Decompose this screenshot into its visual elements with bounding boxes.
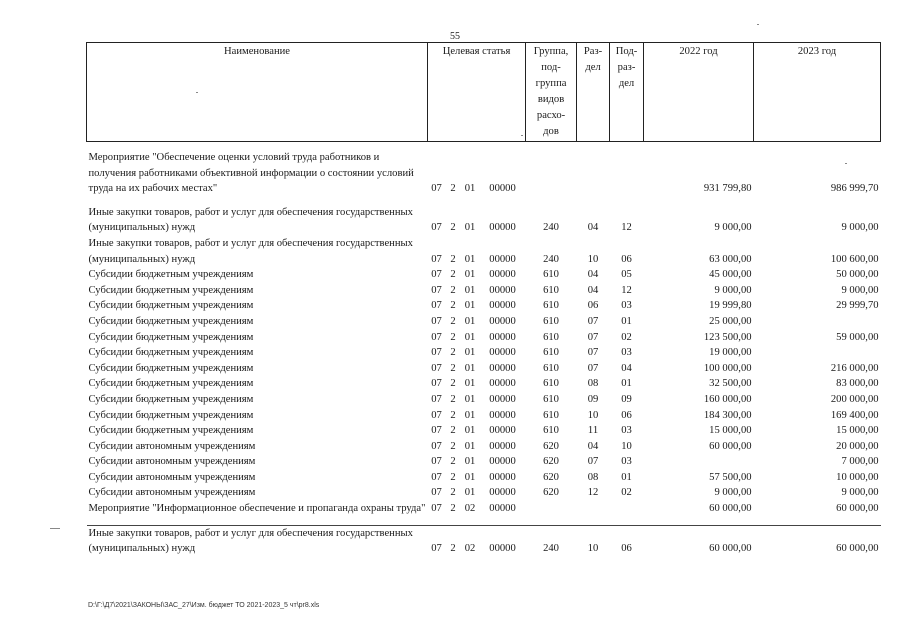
target-code-subprogram: 2 — [450, 331, 456, 343]
amount-2022: 123 500,00 — [703, 331, 752, 343]
spacer-cell — [754, 197, 881, 205]
target-code-event: 01 — [464, 183, 476, 195]
row-name: Субсидии бюджетным учреждениям — [88, 409, 254, 421]
target-code-program: 07 — [431, 393, 442, 405]
amount-2023: 83 000,00 — [836, 378, 879, 390]
amount-2022: 57 500,00 — [709, 471, 752, 483]
spacer-cell — [610, 142, 644, 151]
spacer-cell — [754, 517, 881, 526]
table-row — [87, 314, 881, 330]
amount-2023: 15 000,00 — [836, 425, 879, 437]
scan-speck — [757, 24, 759, 25]
header-group-line: Группа, — [533, 46, 569, 57]
target-code-program: 07 — [431, 315, 442, 327]
spacer-cell — [644, 517, 754, 526]
amount-2022: 184 300,00 — [703, 409, 752, 421]
row-name: Субсидии бюджетным учреждениям — [88, 331, 254, 343]
section-code — [577, 150, 610, 197]
row-name: Субсидии автономным учреждениям — [88, 456, 256, 468]
row-spacer — [87, 197, 881, 205]
amount-2022: 32 500,00 — [709, 378, 752, 390]
target-code-subprogram: 2 — [450, 347, 456, 359]
target-code-event: 01 — [464, 487, 476, 499]
subsection-code: 10 — [621, 440, 632, 452]
table-row — [87, 361, 881, 377]
section-code: 06 — [587, 300, 599, 312]
target-code-event: 01 — [464, 253, 476, 265]
header-target: Целевая статья — [428, 43, 526, 142]
target-code-event: 01 — [464, 440, 476, 452]
subsection-code: 06 — [621, 409, 632, 421]
table-row — [87, 267, 881, 283]
row-name: Мероприятие "Обеспечение оценки условий труда работников и получения работниками объективной информации о состоянии условий труда на их рабочих местах" — [88, 152, 414, 195]
subsection-code: 03 — [621, 456, 632, 468]
target-code-subprogram: 2 — [450, 269, 456, 281]
target-code-event: 01 — [464, 315, 476, 327]
expense-group: 610 — [543, 378, 559, 390]
target-code-event: 02 — [464, 503, 476, 515]
section-code: 12 — [587, 487, 599, 499]
target-code-program: 07 — [431, 378, 442, 390]
row-name: Субсидии бюджетным учреждениям — [88, 378, 254, 390]
header-subsection-line: дел — [618, 78, 635, 89]
header-section-line: Раз- — [583, 46, 603, 57]
target-code-direction: 00000 — [489, 487, 516, 499]
spacer-cell — [610, 517, 644, 526]
target-code-event: 01 — [464, 425, 476, 437]
spacer-cell — [87, 142, 428, 151]
target-code-subprogram: 2 — [450, 284, 456, 296]
spacer-cell — [446, 142, 461, 151]
amount-2022: 60 000,00 — [709, 543, 752, 555]
amount-2022: 19 000,00 — [709, 347, 752, 359]
table-row — [87, 439, 881, 455]
subsection-code: 01 — [621, 315, 632, 327]
expense-group: 620 — [543, 440, 559, 452]
target-code-subprogram: 2 — [450, 487, 456, 499]
target-code-event: 02 — [464, 543, 476, 555]
spacer-cell — [87, 517, 428, 526]
amount-2023 — [754, 314, 881, 330]
target-code-direction: 00000 — [489, 378, 516, 390]
target-code-direction: 00000 — [489, 409, 516, 421]
spacer-cell — [446, 517, 461, 526]
target-code-event: 01 — [464, 347, 476, 359]
target-code-subprogram: 2 — [450, 222, 456, 234]
section-code: 07 — [587, 362, 599, 374]
amount-2023 — [754, 345, 881, 361]
spacer-cell — [428, 142, 446, 151]
target-code-program: 07 — [431, 222, 442, 234]
row-spacer — [87, 142, 881, 151]
expense-group: 620 — [543, 487, 559, 499]
section-code: 10 — [587, 253, 599, 265]
spacer-cell — [577, 142, 610, 151]
target-code-program: 07 — [431, 440, 442, 452]
target-code-direction: 00000 — [489, 300, 516, 312]
expense-group: 610 — [543, 409, 559, 421]
target-code-program: 07 — [431, 269, 442, 281]
spacer-cell — [446, 197, 461, 205]
table-row — [87, 205, 881, 236]
expense-group: 610 — [543, 347, 559, 359]
target-code-event: 01 — [464, 471, 476, 483]
target-code-event: 01 — [464, 300, 476, 312]
expense-group: 610 — [543, 315, 559, 327]
row-spacer — [87, 517, 881, 526]
header-subsection-line: Под- — [615, 46, 638, 57]
amount-2023: 50 000,00 — [836, 269, 879, 281]
section-code: 10 — [587, 409, 599, 421]
target-code-program: 07 — [431, 300, 442, 312]
header-year-2023: 2023 год — [754, 43, 881, 142]
target-code-subprogram: 2 — [450, 471, 456, 483]
target-code-subprogram: 2 — [450, 378, 456, 390]
table-row — [87, 454, 881, 470]
amount-2022: 931 799,80 — [703, 183, 752, 195]
target-code-subprogram: 2 — [450, 409, 456, 421]
amount-2023: 59 000,00 — [836, 331, 879, 343]
table-body — [87, 142, 881, 557]
target-code-subprogram: 2 — [450, 456, 456, 468]
amount-2023: 169 400,00 — [830, 409, 879, 421]
table-row — [87, 470, 881, 486]
spacer-cell — [526, 197, 577, 205]
scan-speck — [845, 163, 847, 164]
subsection-code: 01 — [621, 378, 632, 390]
scan-speck — [521, 135, 523, 136]
row-name: Субсидии бюджетным учреждениям — [88, 362, 254, 374]
target-code-program: 07 — [431, 543, 442, 555]
section-code: 04 — [587, 222, 599, 234]
spacer-cell — [461, 517, 480, 526]
target-code-subprogram: 2 — [450, 543, 456, 555]
amount-2023: 20 000,00 — [836, 440, 879, 452]
subsection-code — [610, 501, 644, 517]
file-path-footer: D:\Г:\Д7\2021\ЗАКОНЫ\ЗАС_27\Изм. бюджет ТО 2021-2023_5 чт\pr8.xls — [88, 602, 320, 609]
target-code-subprogram: 2 — [450, 362, 456, 374]
section-code: 04 — [587, 440, 599, 452]
subsection-code: 12 — [621, 222, 632, 234]
header-group-line: группа — [535, 78, 567, 89]
amount-2023: 7 000,00 — [841, 456, 879, 468]
target-code-direction: 00000 — [489, 543, 516, 555]
subsection-code: 03 — [621, 425, 632, 437]
section-code: 08 — [587, 471, 599, 483]
expense-group: 240 — [543, 253, 559, 265]
table-header — [87, 43, 881, 142]
target-code-subprogram: 2 — [450, 425, 456, 437]
expense-group: 240 — [543, 543, 559, 555]
table-row — [87, 236, 881, 267]
amount-2023: 29 999,70 — [836, 300, 879, 312]
target-code-direction: 00000 — [489, 183, 516, 195]
amount-2022: 9 000,00 — [714, 284, 752, 296]
amount-2022: 25 000,00 — [709, 315, 752, 327]
amount-2022: 60 000,00 — [709, 503, 752, 515]
table-row — [87, 501, 881, 517]
table-row — [87, 408, 881, 424]
budget-table — [86, 42, 881, 557]
target-code-direction: 00000 — [489, 315, 516, 327]
target-code-direction: 00000 — [489, 347, 516, 359]
target-code-direction: 00000 — [489, 393, 516, 405]
target-code-event: 01 — [464, 331, 476, 343]
section-code: 10 — [587, 543, 599, 555]
subsection-code: 03 — [621, 347, 632, 359]
table-row — [87, 392, 881, 408]
target-code-direction: 00000 — [489, 503, 516, 515]
spacer-cell — [428, 517, 446, 526]
amount-2022: 9 000,00 — [714, 487, 752, 499]
target-code-program: 07 — [431, 253, 442, 265]
target-code-program: 07 — [431, 471, 442, 483]
amount-2023: 60 000,00 — [836, 503, 879, 515]
expense-group: 620 — [543, 456, 559, 468]
target-code-event: 01 — [464, 409, 476, 421]
table-row — [87, 376, 881, 392]
amount-2023: 9 000,00 — [841, 487, 879, 499]
header-section-line: дел — [585, 62, 601, 73]
subsection-code: 09 — [621, 393, 632, 405]
section-code — [577, 501, 610, 517]
spacer-cell — [480, 517, 526, 526]
amount-2023: 216 000,00 — [830, 362, 879, 374]
row-name: Субсидии бюджетным учреждениям — [88, 315, 254, 327]
row-name: Иные закупки товаров, работ и услуг для обеспечения государственных (муниципальных) нужд — [88, 237, 413, 265]
spacer-cell — [428, 197, 446, 205]
target-code-program: 07 — [431, 362, 442, 374]
target-code-direction: 00000 — [489, 269, 516, 281]
table-row — [87, 345, 881, 361]
spacer-cell — [644, 142, 754, 151]
expense-group: 240 — [543, 222, 559, 234]
target-code-direction: 00000 — [489, 253, 516, 265]
header-subsection — [610, 43, 644, 142]
spacer-cell — [480, 142, 526, 151]
expense-group: 610 — [543, 393, 559, 405]
target-code-direction: 00000 — [489, 331, 516, 343]
target-code-event: 01 — [464, 222, 476, 234]
expense-group — [526, 150, 577, 197]
header-group-line: видов — [537, 94, 565, 105]
header-group-line: дов — [543, 126, 559, 137]
target-code-subprogram: 2 — [450, 393, 456, 405]
target-code-direction: 00000 — [489, 284, 516, 296]
amount-2022: 19 999,80 — [709, 300, 752, 312]
spacer-cell — [644, 197, 754, 205]
row-name: Субсидии автономным учреждениям — [88, 471, 256, 483]
target-code-event: 01 — [464, 284, 476, 296]
subsection-code: 05 — [621, 269, 632, 281]
header-group — [526, 43, 577, 142]
target-code-direction: 00000 — [489, 222, 516, 234]
target-code-program: 07 — [431, 347, 442, 359]
amount-2023: 9 000,00 — [841, 222, 879, 234]
spacer-cell — [461, 197, 480, 205]
section-code: 09 — [587, 393, 599, 405]
spacer-cell — [577, 197, 610, 205]
amount-2022: 15 000,00 — [709, 425, 752, 437]
spacer-cell — [610, 197, 644, 205]
target-code-event: 01 — [464, 393, 476, 405]
target-code-program: 07 — [431, 487, 442, 499]
row-name: Субсидии бюджетным учреждениям — [88, 300, 254, 312]
table-row — [87, 283, 881, 299]
amount-2022: 100 000,00 — [703, 362, 752, 374]
expense-group: 610 — [543, 331, 559, 343]
table-row — [87, 150, 881, 197]
section-code: 11 — [587, 425, 599, 437]
expense-group — [526, 501, 577, 517]
amount-2022: 45 000,00 — [709, 269, 752, 281]
header-name: Наименование — [87, 43, 428, 142]
header-group-line: под- — [541, 62, 561, 73]
row-name: Иные закупки товаров, работ и услуг для обеспечения государственных (муниципальных) нужд — [88, 206, 413, 234]
row-name: Иные закупки товаров, работ и услуг для обеспечения государственных (муниципальных) нужд — [88, 527, 413, 555]
row-name: Субсидии автономным учреждениям — [88, 440, 256, 452]
amount-2023: 100 600,00 — [830, 253, 879, 265]
subsection-code: 03 — [621, 300, 632, 312]
scan-speck — [196, 92, 198, 93]
subsection-code: 02 — [621, 487, 632, 499]
amount-2022 — [644, 454, 754, 470]
amount-2023: 60 000,00 — [836, 543, 879, 555]
expense-group: 610 — [543, 362, 559, 374]
target-code-direction: 00000 — [489, 456, 516, 468]
expense-group: 610 — [543, 300, 559, 312]
header-group-line: расхо- — [536, 110, 566, 121]
spacer-cell — [461, 142, 480, 151]
amount-2022: 63 000,00 — [709, 253, 752, 265]
table-row — [87, 330, 881, 346]
target-code-event: 01 — [464, 378, 476, 390]
row-name: Субсидии бюджетным учреждениям — [88, 284, 254, 296]
target-code-direction: 00000 — [489, 440, 516, 452]
row-name: Субсидии бюджетным учреждениям — [88, 393, 254, 405]
expense-group: 610 — [543, 269, 559, 281]
target-code-subprogram: 2 — [450, 440, 456, 452]
section-code: 04 — [587, 269, 599, 281]
target-code-program: 07 — [431, 331, 442, 343]
target-code-event: 01 — [464, 269, 476, 281]
section-code: 07 — [587, 456, 599, 468]
target-code-program: 07 — [431, 456, 442, 468]
section-code: 07 — [587, 331, 599, 343]
scan-speck — [50, 528, 60, 529]
target-code-subprogram: 2 — [450, 315, 456, 327]
amount-2022: 60 000,00 — [709, 440, 752, 452]
target-code-subprogram: 2 — [450, 503, 456, 515]
amount-2023: 200 000,00 — [830, 393, 879, 405]
target-code-subprogram: 2 — [450, 253, 456, 265]
table-row — [87, 298, 881, 314]
target-code-direction: 00000 — [489, 425, 516, 437]
target-code-program: 07 — [431, 284, 442, 296]
spacer-cell — [526, 142, 577, 151]
subsection-code: 06 — [621, 543, 632, 555]
amount-2022: 160 000,00 — [703, 393, 752, 405]
section-code: 07 — [587, 347, 599, 359]
target-code-direction: 00000 — [489, 362, 516, 374]
row-name: Субсидии бюджетным учреждениям — [88, 347, 254, 359]
section-code: 04 — [587, 284, 599, 296]
section-code: 07 — [587, 315, 599, 327]
amount-2023: 10 000,00 — [836, 471, 879, 483]
target-code-event: 01 — [464, 362, 476, 374]
page-number: 55 — [450, 31, 460, 42]
target-code-event: 01 — [464, 456, 476, 468]
row-name: Мероприятие "Информационное обеспечение и пропаганда охраны труда" — [88, 503, 426, 515]
expense-group: 620 — [543, 471, 559, 483]
expense-group: 610 — [543, 284, 559, 296]
spacer-cell — [87, 197, 428, 205]
header-subsection-line: раз- — [617, 62, 636, 73]
row-name: Субсидии автономным учреждениям — [88, 487, 256, 499]
spacer-cell — [480, 197, 526, 205]
amount-2023: 9 000,00 — [841, 284, 879, 296]
amount-2022: 9 000,00 — [714, 222, 752, 234]
section-code: 08 — [587, 378, 599, 390]
subsection-code: 02 — [621, 331, 632, 343]
header-year-2022: 2022 год — [644, 43, 754, 142]
target-code-program: 07 — [431, 503, 442, 515]
subsection-code: 06 — [621, 253, 632, 265]
table-row — [87, 423, 881, 439]
expense-group: 610 — [543, 425, 559, 437]
subsection-code: 01 — [621, 471, 632, 483]
spacer-cell — [526, 517, 577, 526]
table-row — [87, 485, 881, 501]
subsection-code: 12 — [621, 284, 632, 296]
target-code-program: 07 — [431, 425, 442, 437]
row-name: Субсидии бюджетным учреждениям — [88, 269, 254, 281]
target-code-subprogram: 2 — [450, 183, 456, 195]
target-code-subprogram: 2 — [450, 300, 456, 312]
target-code-direction: 00000 — [489, 471, 516, 483]
subsection-code — [610, 150, 644, 197]
spacer-cell — [754, 142, 881, 151]
amount-2023: 986 999,70 — [830, 183, 879, 195]
row-name: Субсидии бюджетным учреждениям — [88, 425, 254, 437]
spacer-cell — [577, 517, 610, 526]
target-code-program: 07 — [431, 183, 442, 195]
header-section — [577, 43, 610, 142]
subsection-code: 04 — [621, 362, 632, 374]
target-code-program: 07 — [431, 409, 442, 421]
table-row — [87, 525, 881, 557]
